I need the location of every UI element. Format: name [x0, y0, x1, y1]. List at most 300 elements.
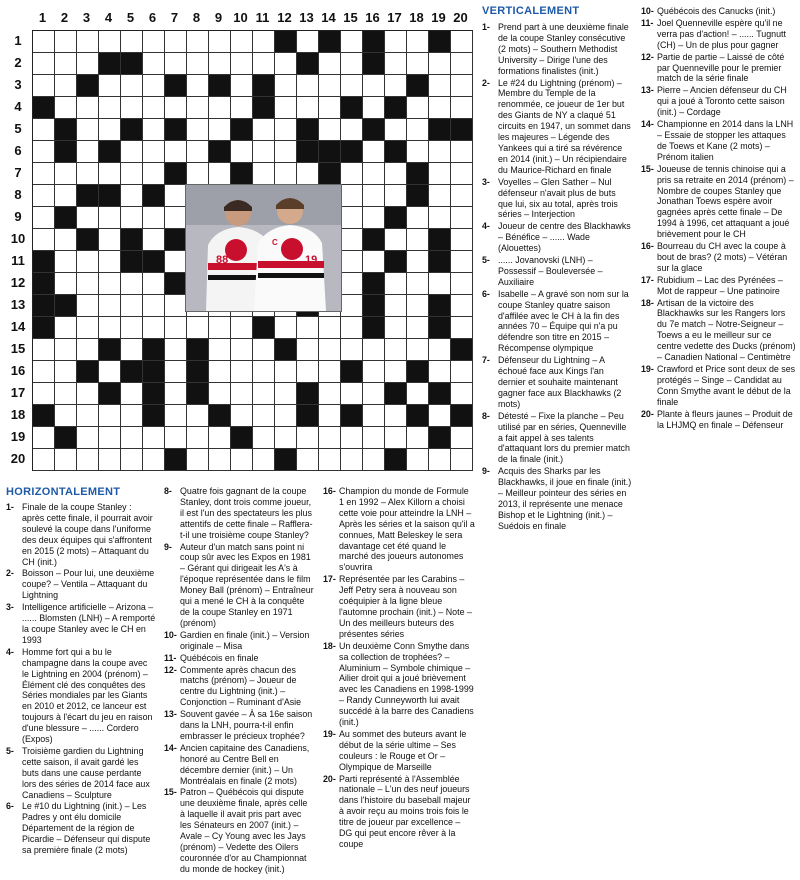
grid-cell[interactable] — [33, 119, 55, 141]
grid-cell[interactable] — [407, 273, 429, 295]
grid-cell[interactable] — [187, 427, 209, 449]
grid-cell[interactable] — [209, 449, 231, 471]
grid-cell[interactable] — [99, 295, 121, 317]
grid-cell[interactable] — [253, 427, 275, 449]
grid-cell[interactable] — [319, 339, 341, 361]
grid-cell[interactable] — [121, 141, 143, 163]
grid-cell[interactable] — [99, 317, 121, 339]
clue-text: Représentée par les Carabins – Jeff Petry sera à nouveau son coéquipier à la ligne bleue l'automne prochain (init.) – Note – Un des meilleurs buteurs des présentes séries — [339, 574, 472, 639]
grid-cell[interactable] — [341, 53, 363, 75]
grid-cell[interactable] — [253, 405, 275, 427]
grid-cell[interactable] — [121, 163, 143, 185]
vertical-title: VERTICALEMENT — [482, 5, 580, 17]
grid-cell[interactable] — [407, 317, 429, 339]
grid-cell[interactable] — [341, 185, 363, 207]
grid-cell[interactable] — [99, 75, 121, 97]
grid-cell[interactable] — [77, 97, 99, 119]
grid-cell[interactable] — [451, 31, 473, 53]
grid-cell[interactable] — [231, 449, 253, 471]
grid-cell[interactable] — [363, 361, 385, 383]
grid-cell[interactable] — [143, 31, 165, 53]
grid-cell[interactable] — [143, 229, 165, 251]
grid-cell[interactable] — [275, 53, 297, 75]
grid-cell[interactable] — [385, 339, 407, 361]
grid-cell[interactable] — [121, 273, 143, 295]
grid-cell[interactable] — [33, 361, 55, 383]
grid-cell[interactable] — [297, 163, 319, 185]
grid-cell[interactable] — [429, 361, 451, 383]
grid-cell[interactable] — [319, 75, 341, 97]
grid-cell[interactable] — [187, 449, 209, 471]
grid-cell[interactable] — [187, 53, 209, 75]
grid-cell[interactable] — [297, 31, 319, 53]
grid-cell[interactable] — [55, 53, 77, 75]
grid-cell[interactable] — [209, 361, 231, 383]
grid-cell[interactable] — [231, 383, 253, 405]
grid-cell[interactable] — [341, 119, 363, 141]
clue-number: 10- — [164, 629, 177, 640]
grid-cell[interactable] — [187, 405, 209, 427]
grid-cell[interactable] — [341, 317, 363, 339]
grid-cell[interactable] — [55, 361, 77, 383]
grid-cell[interactable] — [363, 163, 385, 185]
grid-cell[interactable] — [275, 119, 297, 141]
grid-cell[interactable] — [341, 229, 363, 251]
grid-cell[interactable] — [319, 383, 341, 405]
grid-cell[interactable] — [275, 361, 297, 383]
column-number: 17 — [387, 10, 402, 25]
grid-black-cell — [341, 141, 363, 163]
vertical-clue — [641, 6, 796, 17]
grid-cell[interactable] — [121, 405, 143, 427]
grid-cell[interactable] — [451, 383, 473, 405]
grid-cell[interactable] — [363, 141, 385, 163]
grid-cell[interactable] — [363, 207, 385, 229]
grid-cell[interactable] — [77, 383, 99, 405]
grid-cell[interactable] — [165, 141, 187, 163]
grid-cell[interactable] — [33, 185, 55, 207]
grid-cell[interactable] — [297, 97, 319, 119]
grid-cell[interactable] — [121, 295, 143, 317]
column-number: 7 — [170, 10, 179, 25]
grid-cell[interactable] — [407, 53, 429, 75]
grid-cell[interactable] — [55, 185, 77, 207]
grid-cell[interactable] — [55, 97, 77, 119]
grid-cell[interactable] — [33, 207, 55, 229]
grid-cell[interactable] — [297, 449, 319, 471]
grid-cell[interactable] — [451, 141, 473, 163]
grid-cell[interactable] — [165, 383, 187, 405]
grid-cell[interactable] — [429, 75, 451, 97]
grid-cell[interactable] — [319, 119, 341, 141]
grid-cell[interactable] — [99, 97, 121, 119]
grid-cell[interactable] — [341, 427, 363, 449]
grid-cell[interactable] — [231, 405, 253, 427]
grid-cell[interactable] — [99, 449, 121, 471]
grid-cell[interactable] — [99, 361, 121, 383]
row-number: 19 — [10, 429, 26, 444]
grid-cell[interactable] — [451, 251, 473, 273]
grid-cell[interactable] — [55, 449, 77, 471]
grid-cell[interactable] — [385, 361, 407, 383]
clue-text: Bourreau du CH avec la coupe à bout de bras? (2 mots) – Vétéran sur la glace — [657, 241, 788, 273]
grid-cell[interactable] — [451, 163, 473, 185]
grid-cell[interactable] — [55, 339, 77, 361]
grid-cell[interactable] — [209, 53, 231, 75]
grid-cell[interactable] — [187, 141, 209, 163]
vertical-clue — [482, 466, 632, 531]
grid-cell[interactable] — [77, 251, 99, 273]
grid-cell[interactable] — [363, 97, 385, 119]
grid-cell[interactable] — [165, 31, 187, 53]
grid-cell[interactable] — [77, 449, 99, 471]
grid-cell[interactable] — [363, 449, 385, 471]
grid-cell[interactable] — [55, 251, 77, 273]
grid-cell[interactable] — [429, 339, 451, 361]
grid-cell[interactable] — [253, 141, 275, 163]
grid-cell[interactable] — [55, 31, 77, 53]
grid-cell[interactable] — [121, 207, 143, 229]
grid-cell[interactable] — [99, 163, 121, 185]
grid-cell[interactable] — [429, 97, 451, 119]
grid-cell[interactable] — [429, 53, 451, 75]
grid-cell[interactable] — [55, 405, 77, 427]
grid-cell[interactable] — [33, 229, 55, 251]
grid-cell[interactable] — [77, 163, 99, 185]
clue-number: 15- — [164, 787, 177, 798]
grid-cell[interactable] — [77, 273, 99, 295]
grid-cell[interactable] — [121, 75, 143, 97]
grid-cell[interactable] — [253, 163, 275, 185]
grid-cell[interactable] — [275, 163, 297, 185]
grid-cell[interactable] — [209, 97, 231, 119]
horizontal-clue — [6, 568, 156, 601]
grid-cell[interactable] — [451, 449, 473, 471]
grid-cell[interactable] — [451, 273, 473, 295]
grid-cell[interactable] — [187, 97, 209, 119]
grid-cell[interactable] — [231, 317, 253, 339]
grid-cell[interactable] — [253, 119, 275, 141]
grid-cell[interactable] — [363, 427, 385, 449]
grid-black-cell — [297, 383, 319, 405]
grid-cell[interactable] — [33, 53, 55, 75]
grid-cell[interactable] — [55, 163, 77, 185]
grid-cell[interactable] — [363, 405, 385, 427]
grid-cell[interactable] — [407, 295, 429, 317]
grid-cell[interactable] — [209, 383, 231, 405]
grid-cell[interactable] — [407, 229, 429, 251]
grid-cell[interactable] — [143, 317, 165, 339]
grid-cell[interactable] — [143, 295, 165, 317]
grid-cell[interactable] — [451, 97, 473, 119]
grid-cell[interactable] — [209, 163, 231, 185]
grid-cell[interactable] — [231, 339, 253, 361]
grid-cell[interactable] — [33, 163, 55, 185]
grid-cell[interactable] — [99, 207, 121, 229]
grid-cell[interactable] — [297, 361, 319, 383]
grid-cell[interactable] — [231, 75, 253, 97]
grid-cell[interactable] — [319, 427, 341, 449]
grid-black-cell — [77, 229, 99, 251]
grid-cell[interactable] — [275, 383, 297, 405]
grid-cell[interactable] — [385, 31, 407, 53]
grid-cell[interactable] — [77, 31, 99, 53]
grid-black-cell — [385, 97, 407, 119]
grid-cell[interactable] — [77, 427, 99, 449]
grid-cell[interactable] — [209, 119, 231, 141]
grid-cell[interactable] — [385, 163, 407, 185]
grid-cell[interactable] — [385, 405, 407, 427]
grid-black-cell — [253, 317, 275, 339]
grid-cell[interactable] — [121, 185, 143, 207]
grid-cell[interactable] — [99, 427, 121, 449]
grid-cell[interactable] — [165, 185, 187, 207]
grid-cell[interactable] — [319, 405, 341, 427]
grid-cell[interactable] — [231, 361, 253, 383]
grid-cell[interactable] — [341, 339, 363, 361]
grid-cell[interactable] — [297, 339, 319, 361]
grid-cell[interactable] — [253, 383, 275, 405]
grid-cell[interactable] — [77, 405, 99, 427]
grid-cell[interactable] — [407, 141, 429, 163]
grid-cell[interactable] — [429, 163, 451, 185]
grid-cell[interactable] — [55, 383, 77, 405]
grid-cell[interactable] — [407, 339, 429, 361]
grid-cell[interactable] — [77, 339, 99, 361]
grid-cell[interactable] — [33, 427, 55, 449]
horizontal-clue — [323, 574, 475, 639]
grid-cell[interactable] — [407, 31, 429, 53]
grid-black-cell — [451, 339, 473, 361]
grid-cell[interactable] — [55, 229, 77, 251]
grid-cell[interactable] — [319, 53, 341, 75]
grid-cell[interactable] — [143, 97, 165, 119]
grid-cell[interactable] — [187, 317, 209, 339]
grid-cell[interactable] — [451, 185, 473, 207]
grid-cell[interactable] — [451, 207, 473, 229]
grid-cell[interactable] — [55, 75, 77, 97]
grid-cell[interactable] — [121, 449, 143, 471]
grid-cell[interactable] — [429, 449, 451, 471]
grid-cell[interactable] — [429, 273, 451, 295]
grid-cell[interactable] — [253, 361, 275, 383]
grid-cell[interactable] — [363, 75, 385, 97]
grid-cell[interactable] — [429, 207, 451, 229]
grid-cell[interactable] — [385, 273, 407, 295]
grid-cell[interactable] — [231, 31, 253, 53]
grid-cell[interactable] — [121, 383, 143, 405]
grid-cell[interactable] — [143, 75, 165, 97]
grid-cell[interactable] — [451, 229, 473, 251]
grid-cell[interactable] — [275, 427, 297, 449]
grid-cell[interactable] — [55, 317, 77, 339]
grid-cell[interactable] — [385, 119, 407, 141]
grid-cell[interactable] — [297, 427, 319, 449]
grid-cell[interactable] — [253, 53, 275, 75]
grid-cell[interactable] — [341, 75, 363, 97]
grid-cell[interactable] — [165, 295, 187, 317]
grid-cell[interactable] — [341, 163, 363, 185]
grid-cell[interactable] — [319, 361, 341, 383]
grid-cell[interactable] — [407, 383, 429, 405]
grid-cell[interactable] — [363, 339, 385, 361]
grid-cell[interactable] — [77, 119, 99, 141]
grid-cell[interactable] — [121, 31, 143, 53]
grid-cell[interactable] — [121, 97, 143, 119]
grid-cell[interactable] — [297, 317, 319, 339]
grid-cell[interactable] — [77, 141, 99, 163]
grid-black-cell — [143, 251, 165, 273]
grid-cell[interactable] — [99, 119, 121, 141]
grid-cell[interactable] — [451, 317, 473, 339]
grid-cell[interactable] — [275, 97, 297, 119]
grid-cell[interactable] — [209, 339, 231, 361]
grid-cell[interactable] — [253, 31, 275, 53]
grid-cell[interactable] — [253, 449, 275, 471]
grid-cell[interactable] — [99, 251, 121, 273]
grid-cell[interactable] — [165, 53, 187, 75]
grid-cell[interactable] — [143, 163, 165, 185]
grid-cell[interactable] — [451, 427, 473, 449]
grid-cell[interactable] — [407, 251, 429, 273]
grid-cell[interactable] — [319, 317, 341, 339]
grid-cell[interactable] — [143, 427, 165, 449]
grid-cell[interactable] — [385, 53, 407, 75]
clue-number: 12- — [164, 664, 177, 675]
grid-cell[interactable] — [121, 317, 143, 339]
grid-cell[interactable] — [385, 295, 407, 317]
grid-cell[interactable] — [275, 75, 297, 97]
grid-cell[interactable] — [363, 251, 385, 273]
grid-cell[interactable] — [187, 31, 209, 53]
grid-cell[interactable] — [451, 295, 473, 317]
grid-cell[interactable] — [451, 53, 473, 75]
grid-cell[interactable] — [165, 251, 187, 273]
grid-cell[interactable] — [165, 339, 187, 361]
grid-cell[interactable] — [121, 427, 143, 449]
grid-black-cell — [77, 361, 99, 383]
clue-number: 19- — [323, 728, 336, 739]
grid-cell[interactable] — [33, 141, 55, 163]
clue-number: 20- — [323, 773, 336, 784]
grid-cell[interactable] — [407, 427, 429, 449]
grid-cell[interactable] — [341, 31, 363, 53]
grid-cell[interactable] — [143, 449, 165, 471]
grid-cell[interactable] — [319, 97, 341, 119]
grid-cell[interactable] — [33, 75, 55, 97]
grid-cell[interactable] — [55, 273, 77, 295]
grid-cell[interactable] — [77, 53, 99, 75]
grid-black-cell — [407, 185, 429, 207]
grid-cell[interactable] — [231, 97, 253, 119]
grid-cell[interactable] — [385, 75, 407, 97]
grid-cell[interactable] — [121, 339, 143, 361]
grid-cell[interactable] — [99, 273, 121, 295]
grid-cell[interactable] — [143, 141, 165, 163]
grid-cell[interactable] — [341, 383, 363, 405]
grid-cell[interactable] — [451, 75, 473, 97]
grid-cell[interactable] — [33, 31, 55, 53]
grid-cell[interactable] — [143, 53, 165, 75]
grid-cell[interactable] — [143, 119, 165, 141]
grid-black-cell — [33, 251, 55, 273]
grid-cell[interactable] — [429, 405, 451, 427]
grid-cell[interactable] — [319, 449, 341, 471]
grid-cell[interactable] — [209, 427, 231, 449]
horizontal-clue — [6, 746, 156, 801]
grid-cell[interactable] — [165, 317, 187, 339]
grid-cell[interactable] — [99, 31, 121, 53]
grid-cell[interactable] — [275, 141, 297, 163]
grid-cell[interactable] — [297, 75, 319, 97]
grid-cell[interactable] — [209, 317, 231, 339]
vertical-clue — [641, 18, 796, 51]
grid-cell[interactable] — [33, 339, 55, 361]
grid-cell[interactable] — [385, 185, 407, 207]
grid-black-cell — [429, 383, 451, 405]
grid-cell[interactable] — [253, 339, 275, 361]
grid-cell[interactable] — [165, 207, 187, 229]
grid-cell[interactable] — [77, 295, 99, 317]
grid-cell[interactable] — [407, 97, 429, 119]
grid-cell[interactable] — [33, 383, 55, 405]
grid-cell[interactable] — [165, 361, 187, 383]
grid-cell[interactable] — [407, 207, 429, 229]
grid-cell[interactable] — [363, 185, 385, 207]
grid-cell[interactable] — [429, 185, 451, 207]
grid-cell[interactable] — [341, 273, 363, 295]
grid-cell[interactable] — [275, 405, 297, 427]
grid-cell[interactable] — [451, 361, 473, 383]
grid-cell[interactable] — [77, 317, 99, 339]
grid-cell[interactable] — [407, 449, 429, 471]
grid-cell[interactable] — [231, 141, 253, 163]
grid-cell[interactable] — [363, 383, 385, 405]
grid-cell[interactable] — [385, 229, 407, 251]
grid-cell[interactable] — [341, 295, 363, 317]
grid-black-cell — [319, 31, 341, 53]
grid-black-cell — [33, 317, 55, 339]
clue-number: 11- — [164, 652, 177, 663]
grid-cell[interactable] — [143, 207, 165, 229]
grid-cell[interactable] — [187, 163, 209, 185]
horizontal-clue — [164, 709, 314, 742]
column-number: 2 — [60, 10, 69, 25]
grid-cell[interactable] — [209, 31, 231, 53]
grid-cell[interactable] — [341, 449, 363, 471]
grid-cell[interactable] — [341, 251, 363, 273]
row-number: 4 — [14, 99, 22, 114]
grid-cell[interactable] — [385, 317, 407, 339]
grid-cell[interactable] — [165, 427, 187, 449]
grid-cell[interactable] — [385, 427, 407, 449]
grid-cell[interactable] — [275, 317, 297, 339]
grid-cell[interactable] — [99, 405, 121, 427]
grid-cell[interactable] — [165, 97, 187, 119]
grid-cell[interactable] — [165, 405, 187, 427]
grid-cell[interactable] — [429, 141, 451, 163]
grid-cell[interactable] — [187, 119, 209, 141]
vertical-clue — [641, 52, 796, 85]
grid-cell[interactable] — [231, 53, 253, 75]
grid-cell[interactable] — [99, 229, 121, 251]
grid-cell[interactable] — [341, 207, 363, 229]
grid-cell[interactable] — [77, 207, 99, 229]
grid-cell[interactable] — [143, 273, 165, 295]
grid-cell[interactable] — [187, 75, 209, 97]
grid-cell[interactable] — [33, 449, 55, 471]
grid-cell[interactable] — [407, 119, 429, 141]
